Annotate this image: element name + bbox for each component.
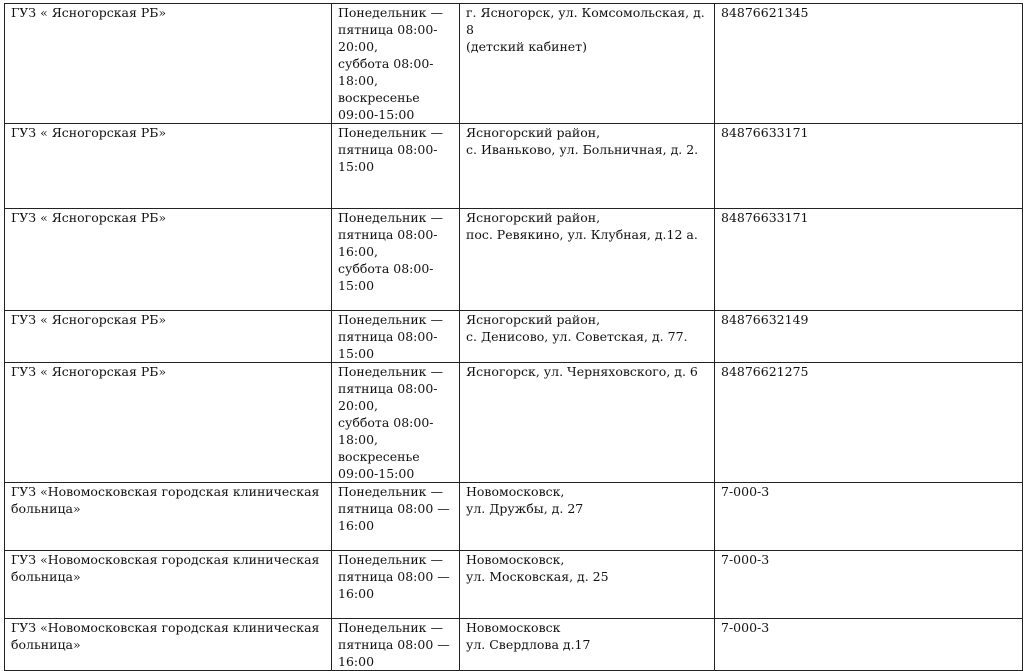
hours-cell: Понедельник — пятница 08:00 — 16:00 <box>332 483 460 551</box>
hours-cell: Понедельник — пятница 08:00- 20:00, суббота 08:00- 18:00, воскресенье 09:00-15:00 <box>332 363 460 483</box>
phone-cell: 84876632149 <box>715 311 1023 363</box>
hours-cell: Понедельник — пятница 08:00- 16:00, суббота 08:00- 15:00 <box>332 209 460 311</box>
address-cell: Ясногорск, ул. Черняховского, д. 6 <box>460 363 715 483</box>
address-cell: Новомосковск, ул. Дружбы, д. 27 <box>460 483 715 551</box>
phone-cell: 7-000-3 <box>715 483 1023 551</box>
phone-cell: 84876633171 <box>715 209 1023 311</box>
org-cell: ГУЗ « Ясногорская РБ» <box>5 4 332 124</box>
address-cell: г. Ясногорск, ул. Комсомольская, д. 8 (детский кабинет) <box>460 4 715 124</box>
phone-cell: 84876621275 <box>715 363 1023 483</box>
phone-cell: 84876621345 <box>715 4 1023 124</box>
address-cell: Ясногорский район, с. Иваньково, ул. Больничная, д. 2. <box>460 124 715 209</box>
org-cell: ГУЗ «Новомосковская городская клиническая больница» <box>5 619 332 671</box>
phone-cell: 7-000-3 <box>715 551 1023 619</box>
table-row <box>5 483 1023 551</box>
address-cell: Новомосковск ул. Свердлова д.17 <box>460 619 715 671</box>
phone-cell: 84876633171 <box>715 124 1023 209</box>
hours-cell: Понедельник — пятница 08:00- 20:00, суббота 08:00- 18:00, воскресенье 09:00-15:00 <box>332 4 460 124</box>
org-cell: ГУЗ «Новомосковская городская клиническая больница» <box>5 483 332 551</box>
address-cell: Ясногорский район, пос. Ревякино, ул. Клубная, д.12 а. <box>460 209 715 311</box>
address-cell: Ясногорский район, с. Денисово, ул. Советская, д. 77. <box>460 311 715 363</box>
table-row <box>5 4 1023 124</box>
phone-cell: 7-000-3 <box>715 619 1023 671</box>
hours-cell: Понедельник — пятница 08:00- 15:00 <box>332 124 460 209</box>
org-cell: ГУЗ « Ясногорская РБ» <box>5 124 332 209</box>
table-row <box>5 619 1023 671</box>
table-row <box>5 551 1023 619</box>
hours-cell: Понедельник — пятница 08:00 — 16:00 <box>332 551 460 619</box>
hours-cell: Понедельник — пятница 08:00- 15:00 <box>332 311 460 363</box>
table-row <box>5 363 1023 483</box>
org-cell: ГУЗ « Ясногорская РБ» <box>5 363 332 483</box>
clinics-table <box>4 3 1023 671</box>
org-cell: ГУЗ «Новомосковская городская клиническая больница» <box>5 551 332 619</box>
table-row <box>5 124 1023 209</box>
address-cell: Новомосковск, ул. Московская, д. 25 <box>460 551 715 619</box>
hours-cell: Понедельник — пятница 08:00 — 16:00 <box>332 619 460 671</box>
table-row <box>5 209 1023 311</box>
org-cell: ГУЗ « Ясногорская РБ» <box>5 209 332 311</box>
table-row <box>5 311 1023 363</box>
org-cell: ГУЗ « Ясногорская РБ» <box>5 311 332 363</box>
